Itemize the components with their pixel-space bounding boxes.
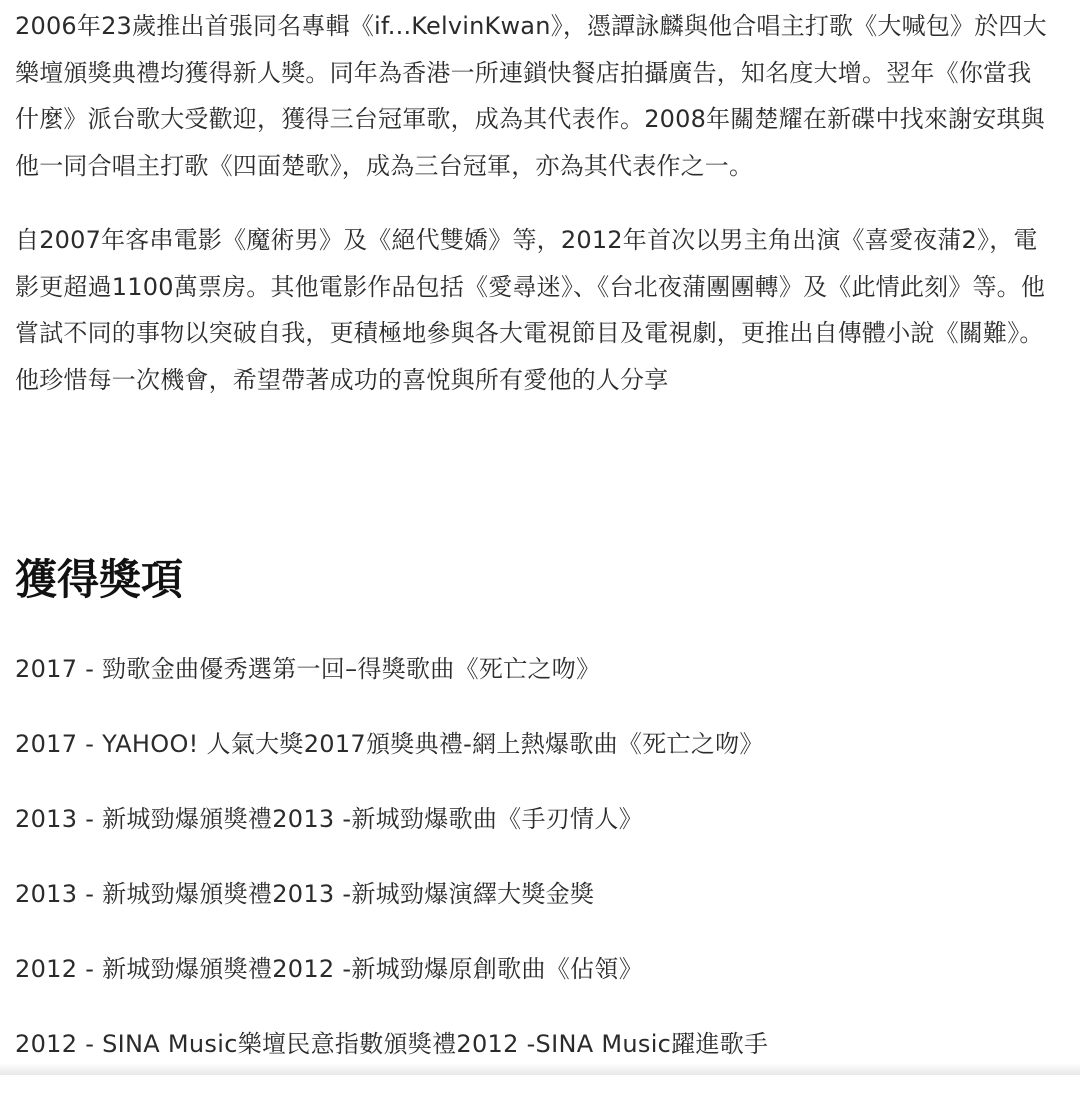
article-paragraph: 自2007年客串電影《魔術男》及《絕代雙嬌》等，2012年首次以男主角出演《喜愛夜蒲2》，電影更超過1100萬票房。其他電影作品包括《愛尋迷》、《台北夜蒲團團轉》及《此情此刻》等。他嘗試不同的事物以突破自我，更積極地參與各大電視節目及電視劇，更推出自傳體小說《關難》。他珍惜每一次機會，希望帶著成功的喜悅與所有愛他的人分享 bbox=[15, 226, 1046, 394]
awards-list bbox=[15, 650, 768, 1100]
award-item: 2013 - 新城勁爆頒獎禮2013 -新城勁爆歌曲《手刃情人》 bbox=[15, 805, 643, 833]
article-content bbox=[15, 0, 1055, 1058]
award-item: 2017 - YAHOO! 人氣大獎2017頒獎典禮-網上熱爆歌曲《死亡之吻》 bbox=[15, 730, 764, 758]
section-title: 獲得獎項 bbox=[15, 555, 184, 604]
award-item: 2012 - 新城勁爆頒獎禮2012 -新城勁爆原創歌曲《佔領》 bbox=[15, 955, 643, 983]
award-item: 2013 - 新城勁爆頒獎禮2013 -新城勁爆演繹大獎金獎 bbox=[15, 880, 595, 908]
article-paragraph: 2006年23歲推出首張同名專輯《if...KelvinKwan》，憑譚詠麟與他合唱主打歌《大喊包》於四大樂壇頒獎典禮均獲得新人獎。同年為香港一所連鎖快餐店拍攝廣告，知名度大增。翌年《你當我什麼》派台歌大受歡迎，獲得三台冠軍歌，成為其代表作。2008年關楚耀在新碟中找來謝安琪與他一同合唱主打歌《四面楚歌》，成為三台冠軍，亦為其代表作之一。 bbox=[15, 12, 1047, 180]
bottom-scroll-fade bbox=[0, 1063, 1080, 1075]
award-item: 2012 - SINA Music樂壇民意指數頒獎禮2012 -SINA Music躍進歌手 bbox=[15, 1030, 769, 1058]
award-item: 2017 - 勁歌金曲優秀選第一回–得獎歌曲《死亡之吻》 bbox=[15, 655, 601, 683]
